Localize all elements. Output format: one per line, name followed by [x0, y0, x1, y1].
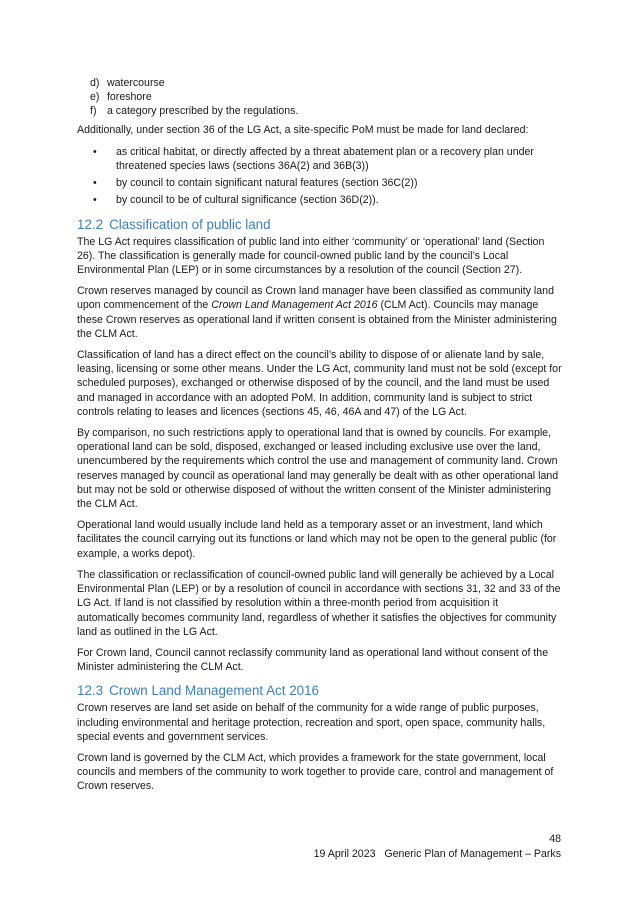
paragraph: Crown reserves are land set aside on behalf of the community for a wide range of public purposes, including environmental and heritage protection, recreation and sport, open space, community halls, special events and government services.	[77, 702, 546, 743]
alpha-list	[77, 76, 562, 119]
section-title: Classification of public land	[109, 216, 271, 232]
footer-doc-title: Generic Plan of Management – Parks	[384, 848, 561, 860]
bullet-text: by council to be of cultural significance (section 36D(2)).	[116, 194, 379, 207]
paragraph: The classification or reclassification of council-owned public land will generally be achieved by a Local Environmental Plan (LEP) or by a resolution of council in accordance with sections 31, 32 and 33 of the LG Act. If land is not classified by resolution within a three-month period from acquisition it automatically becomes community land, regardless of whether it satisfies the objectives for community land as outlined in the LG Act.	[77, 568, 561, 638]
paragraph-text: (CLM Act). Councils may manage these Crown reserves as operational land if written consent is obtained from the Minister administering the CLM Act.	[77, 299, 557, 340]
document-body	[77, 76, 562, 801]
bullet-item	[77, 193, 562, 207]
list-item-text: a category prescribed by the regulations.	[106, 105, 299, 118]
section-number: 12.3	[77, 683, 104, 699]
section-heading-12-2	[77, 217, 562, 233]
list-item-text: watercourse	[106, 77, 165, 89]
intro-paragraph: Additionally, under section 36 of the LG Act, a site-specific PoM must be made for land declared:	[77, 123, 529, 136]
section-heading-12-3	[77, 683, 562, 699]
paragraph: The LG Act requires classification of public land into either ‘community’ or ‘operational’ land (Section 26). The classification is generally made for council-owned public land by the council’s Local Environmental Plan (LEP) or in some circumstances by a resolution of the council (Section 27).	[77, 235, 545, 277]
list-item	[90, 76, 562, 90]
bullet-text: as critical habitat, or directly affected by a threat abatement plan or a recovery plan under threatened species laws (sections 36A(2) and 36B(3))	[116, 145, 534, 173]
bullet-item	[77, 176, 562, 190]
bullet-icon: •	[93, 177, 97, 190]
bullet-text: by council to contain significant natural features (section 36C(2))	[116, 177, 418, 190]
act-title: Crown Land Management Act 2016	[211, 299, 378, 312]
bullet-list	[77, 145, 562, 208]
list-marker: d)	[90, 77, 100, 89]
bullet-icon: •	[93, 145, 97, 158]
list-marker: e)	[90, 91, 100, 104]
list-item	[90, 104, 562, 118]
bullet-item	[77, 145, 562, 173]
list-item	[90, 90, 562, 104]
paragraph: Operational land would usually include land held as a temporary asset or an investment, land which facilitates the council carrying out its functions or land which may not be open to the general public (for example, a works depot).	[77, 519, 557, 560]
section-title: Crown Land Management Act 2016	[109, 683, 319, 699]
paragraph: By comparison, no such restrictions apply to operational land that is owned by councils. For example, operational land can be sold, disposed, exchanged or leased including exclusive use over the land, unencumbered by the requirements which control the use and management of community land. Crown reserves managed by council as operational land may generally be dealt with as other operational land but may not be sold or otherwise disposed of without the written consent of the Minister administering the CLM Act.	[77, 427, 559, 511]
paragraph-text: Crown reserves managed by council as Crown land manager have been classified as community land upon commencement of the	[77, 285, 554, 312]
list-marker: f)	[90, 105, 97, 118]
paragraph: Classification of land has a direct effect on the council’s ability to dispose of or alienate land by sale, leasing, licensing or some other means. Under the LG Act, community land must not be sold (except for scheduled purposes), exchanged or otherwise disposed of by the council, and the land must be used and managed in accordance with an adopted PoM. In addition, community land is subject to strict controls relating to leases and licences (sections 45, 46, 46A and 47) of the LG Act.	[77, 349, 562, 418]
page-footer	[314, 832, 561, 862]
bullet-icon: •	[93, 194, 97, 207]
paragraph	[77, 284, 562, 341]
paragraph: Crown land is governed by the CLM Act, which provides a framework for the state government, local councils and members of the community to work together to provide care, control and management of Crown reserves.	[77, 751, 554, 793]
page-number: 48	[549, 833, 561, 845]
section-number: 12.2	[77, 216, 104, 232]
footer-line	[314, 847, 561, 862]
footer-date: 19 April 2023	[313, 848, 376, 860]
paragraph: For Crown land, Council cannot reclassify community land as operational land without consent of the Minister administering the CLM Act.	[77, 646, 549, 674]
list-item-text: foreshore	[106, 91, 152, 104]
